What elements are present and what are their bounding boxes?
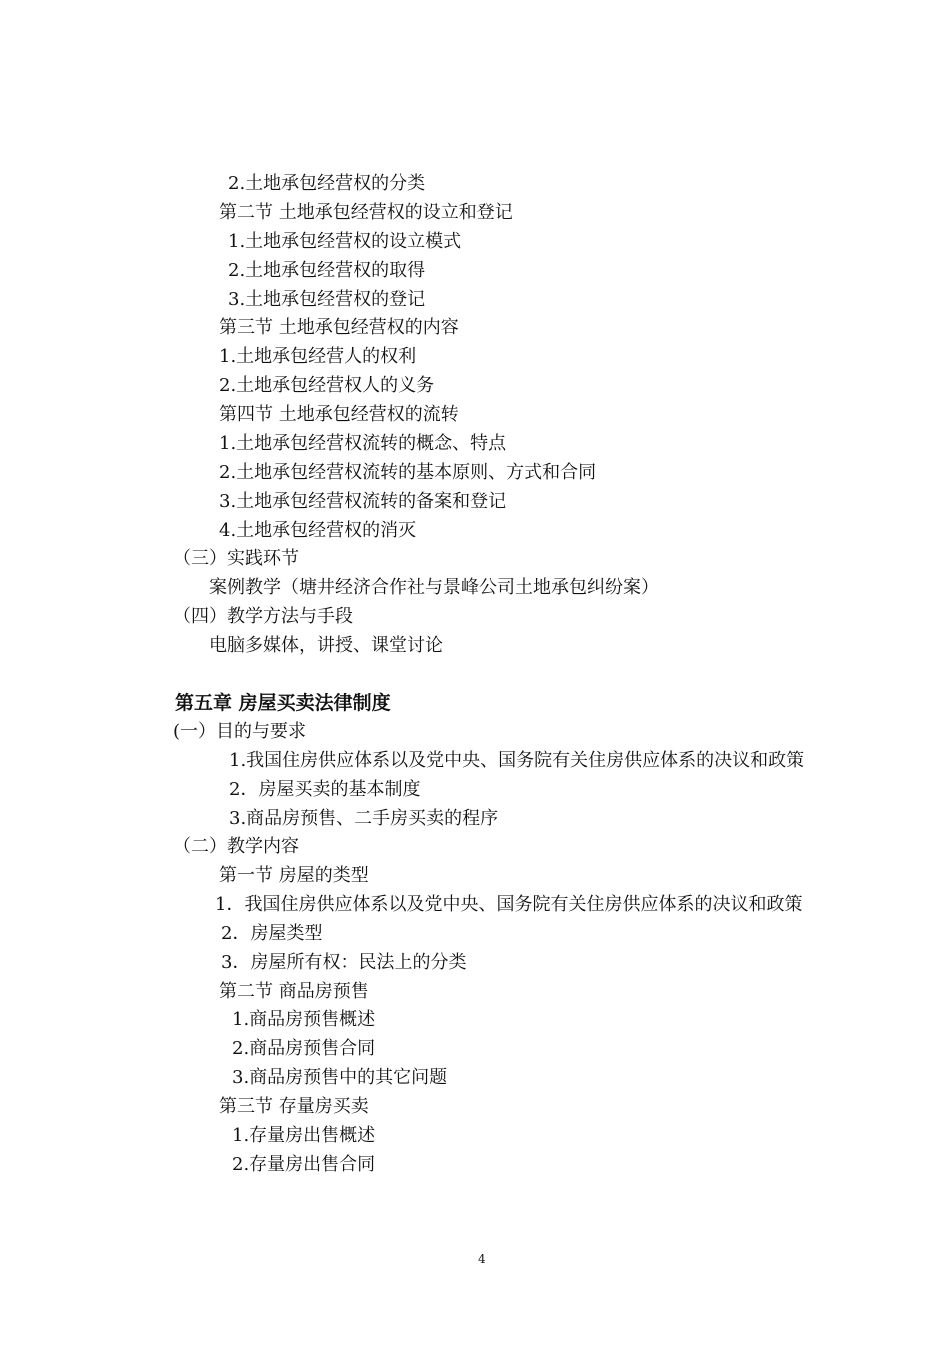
text-line: 电脑多媒体，讲授、课堂讨论 xyxy=(209,635,443,656)
section-heading: 第二节 土地承包经营权的设立和登记 xyxy=(219,202,513,223)
text-line: 1.土地承包经营权流转的概念、特点 xyxy=(219,433,507,454)
text-line: 3.商品房预售中的其它问题 xyxy=(232,1067,448,1088)
text-line: 2.土地承包经营权的取得 xyxy=(228,260,426,281)
text-line: 2.土地承包经营权的分类 xyxy=(228,173,426,194)
subsection-heading: (一）目的与要求 xyxy=(173,721,307,742)
text-line: 3.土地承包经营权的登记 xyxy=(228,289,426,310)
text-line: 2.土地承包经营权人的义务 xyxy=(219,375,435,396)
section-heading: 第一节 房屋的类型 xyxy=(219,865,369,886)
text-line: 2.存量房出售合同 xyxy=(232,1154,376,1175)
subsection-heading: （三）实践环节 xyxy=(173,548,299,569)
text-line: 3.土地承包经营权流转的备案和登记 xyxy=(219,491,507,512)
text-line: 2.商品房预售合同 xyxy=(232,1038,376,1059)
text-line: 3.商品房预售、二手房买卖的程序 xyxy=(229,808,499,829)
chapter-heading: 第五章 房屋买卖法律制度 xyxy=(175,692,391,714)
section-heading: 第二节 商品房预售 xyxy=(219,981,369,1002)
section-heading: 第四节 土地承包经营权的流转 xyxy=(219,404,459,425)
section-heading: 第三节 存量房买卖 xyxy=(219,1096,369,1117)
text-line: 1.土地承包经营权的设立模式 xyxy=(228,231,462,252)
text-line: 1.我国住房供应体系以及党中央、国务院有关住房供应体系的决议和政策 xyxy=(229,750,805,771)
text-line: 案例教学（塘井经济合作社与景峰公司土地承包纠纷案） xyxy=(209,577,659,598)
text-line: 4.土地承包经营权的消灭 xyxy=(219,520,417,541)
text-line: 1.存量房出售概述 xyxy=(232,1125,376,1146)
section-heading: 第三节 土地承包经营权的内容 xyxy=(219,317,459,338)
subsection-heading: （四）教学方法与手段 xyxy=(173,606,353,627)
subsection-heading: （二）教学内容 xyxy=(173,836,299,857)
text-line: 2．房屋买卖的基本制度 xyxy=(229,779,421,800)
page-number: 4 xyxy=(478,1252,486,1266)
text-line: 2.土地承包经营权流转的基本原则、方式和合同 xyxy=(219,462,597,483)
text-line: 1.商品房预售概述 xyxy=(232,1009,376,1030)
text-line: 2．房屋类型 xyxy=(221,923,323,944)
text-line: 3．房屋所有权：民法上的分类 xyxy=(221,952,467,973)
text-line: 1.土地承包经营人的权利 xyxy=(219,346,417,367)
text-line: 1．我国住房供应体系以及党中央、国务院有关住房供应体系的决议和政策 xyxy=(215,894,803,915)
